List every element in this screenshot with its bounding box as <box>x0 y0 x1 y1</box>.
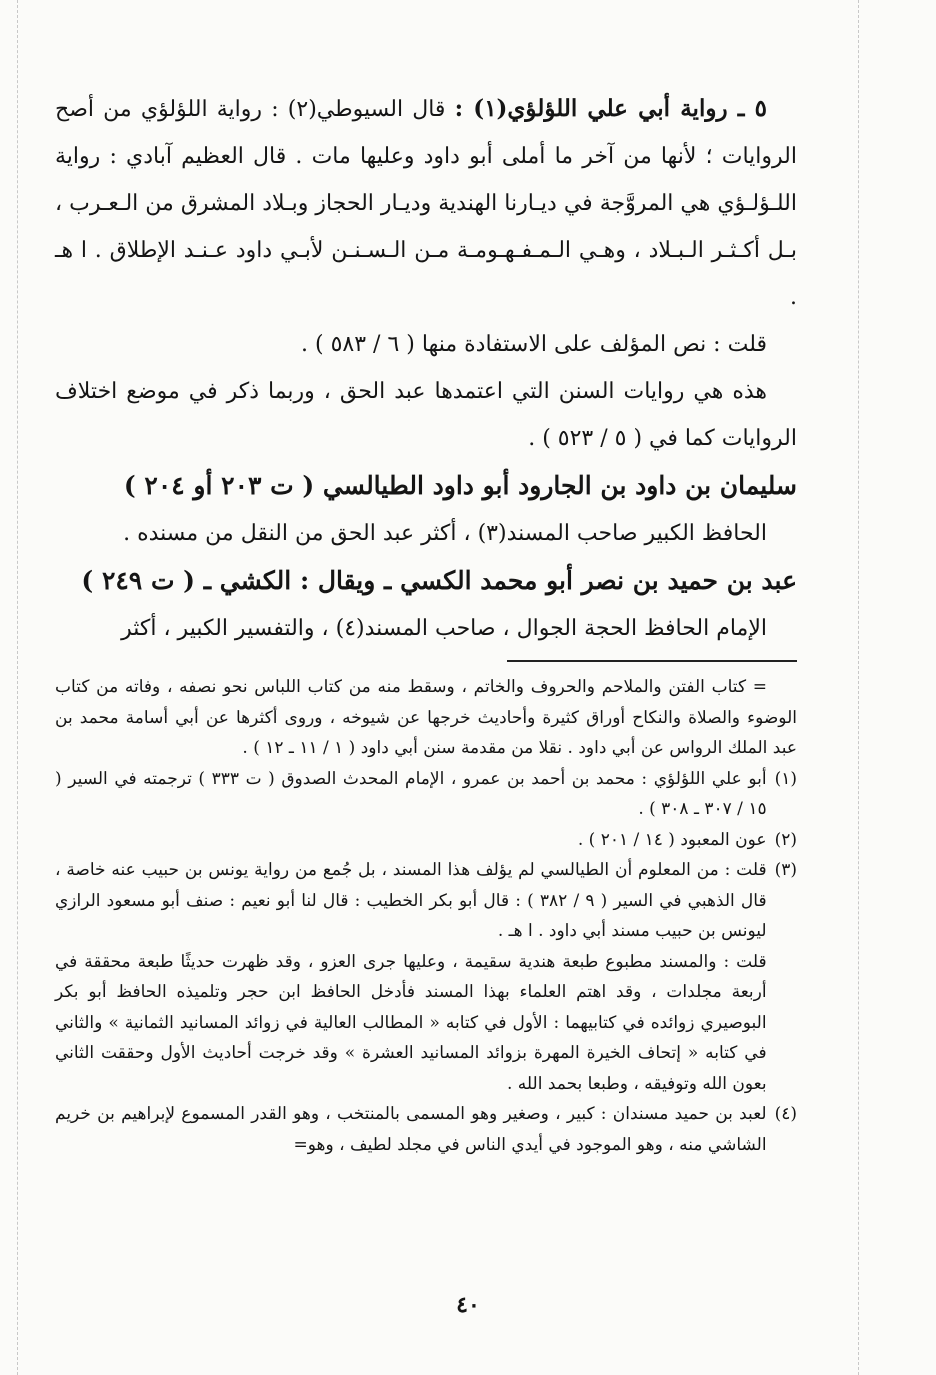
footnote-2-text: عون المعبود ( ١٤ / ٢٠١ ) . <box>577 829 767 850</box>
footnote-1-number: (١) <box>774 768 797 789</box>
entry-5-paragraph <box>55 85 797 321</box>
main-text <box>55 85 797 652</box>
footnote-3-text-b: قلت : والمسند مطبوع طبعة هندية سقيمة ، وعليها جرى العزو ، وقد ظهرت حديثًا طبعة محققة في أربعة مجلدات ، وقد اهتم العلماء بهذا المسند فأدخل الحافظ ابن حجر وتلميذه الحافظ أبو بكر البوصيري زوائده في كتابيهما : الأول في كتابه « المطالب العالية في زوائد المسانيد الثمانية » والثاني في كتابه « إتحاف الخيرة المهرة بزوائد المسانيد العشرة » وقد خرجت أحاديث الأول وحققت الثاني بعون الله وتوفيقه ، وطبعا بحمد الله . <box>55 951 767 1094</box>
footnote-separator <box>507 660 797 662</box>
footnote-3-text-a: قلت : من المعلوم أن الطيالسي لم يؤلف هذا المسند ، بل جُمع من رواية يونس بن حبيب عنه خاصة ، قال الذهبي في السير ( ٩ / ٣٨٢ ) : قال أبو بكر الخطيب : قال لنا أبو نعيم : صنف أبو مسعود الرازي ليونس بن حبيب مسند أبي داود . ا هـ . <box>55 860 767 941</box>
footnote-4-text: لعبد بن حميد مسندان : كبير ، وصغير وهو المسمى بالمنتخب ، وهو القدر المسموع لإبراهيم بن خريم الشاشي منه ، وهو الموجود في أيدي الناس في مجلد لطيف ، وهو= <box>55 1104 767 1155</box>
footnote-1 <box>55 764 797 825</box>
footnote-continuation: = كتاب الفتن والملاحم والحروف والخاتم ، وسقط منه من كتاب اللباس نحو نصفه ، وفاته من كتاب الوضوء والصلاة والنكاح أوراق كثيرة وأحاديث خرجها عن شيوخه ، وروى أكثرها عن أبي أسامة محمد بن عبد الملك الرواس عن أبي داود . نقلا من مقدمة سنن أبي داود ( ١ / ١١ ـ ١٢ ) . <box>55 677 797 758</box>
heading-abd: عبد بن حميد بن نصر أبو محمد الكسي ـ ويقال : الكشي ـ ( ت ٢٤٩ ) <box>81 566 797 595</box>
book-page <box>55 85 797 1160</box>
entry-5-text: قال السيوطي(٢) : رواية اللؤلؤي من أصح الروايات ؛ لأنها من آخر ما أملى أبو داود وعليها مات . قال العظيم آبادي : رواية اللـؤلـؤي هي المروَّجة في ديـارنا الهندية وديـار الحجاز وبـلاد المشرق من الـعـرب ، بـل أكـثـر الـبـلاد ، وهـي الـمـفـهـومـة مـن الـسـنـن لأبـي داود عـنـد الإطلاق . ا هـ . <box>55 97 797 310</box>
footnote-1-text: أبو علي اللؤلؤي : محمد بن أحمد بن عمرو ، الإمام المحدث الصدوق ( ت ٣٣٣ ) ترجمته في السير ( ١٥ / ٣٠٧ ـ ٣٠٨ ) . <box>55 768 767 819</box>
hadhihi-paragraph: هذه هي روايات السنن التي اعتمدها عبد الحق ، وربما ذكر في موضع اختلاف الروايات كما في ( ٥ / ٥٢٣ ) . <box>55 379 797 451</box>
scan-artifact-line <box>858 0 859 1375</box>
scan-artifact-line <box>17 0 18 1375</box>
footnote-2-number: (٢) <box>774 829 797 850</box>
sulayman-paragraph: الحافظ الكبير صاحب المسند(٣) ، أكثر عبد الحق من النقل من مسنده . <box>123 521 767 546</box>
footnote-3-number: (٣) <box>774 860 797 880</box>
entry-5-lead: ٥ ـ رواية أبي علي اللؤلؤي(١) : <box>454 95 768 122</box>
footnote-3 <box>55 855 797 1099</box>
footnote-4 <box>55 1099 797 1160</box>
footnotes <box>55 672 797 1160</box>
page-number: ٤٠ <box>456 1292 480 1318</box>
qult-paragraph: قلت : نص المؤلف على الاستفادة منها ( ٦ / ٥٨٣ ) . <box>301 332 767 357</box>
footnote-2 <box>55 825 797 856</box>
footnote-3-body <box>55 855 767 1099</box>
abd-paragraph: الإمام الحافظ الحجة الجوال ، صاحب المسند(٤) ، والتفسير الكبير ، أكثر <box>121 616 767 641</box>
footnote-4-number: (٤) <box>774 1104 797 1124</box>
heading-sulayman: سليمان بن داود بن الجارود أبو داود الطيالسي ( ت ٢٠٣ أو ٢٠٤ ) <box>123 471 797 500</box>
